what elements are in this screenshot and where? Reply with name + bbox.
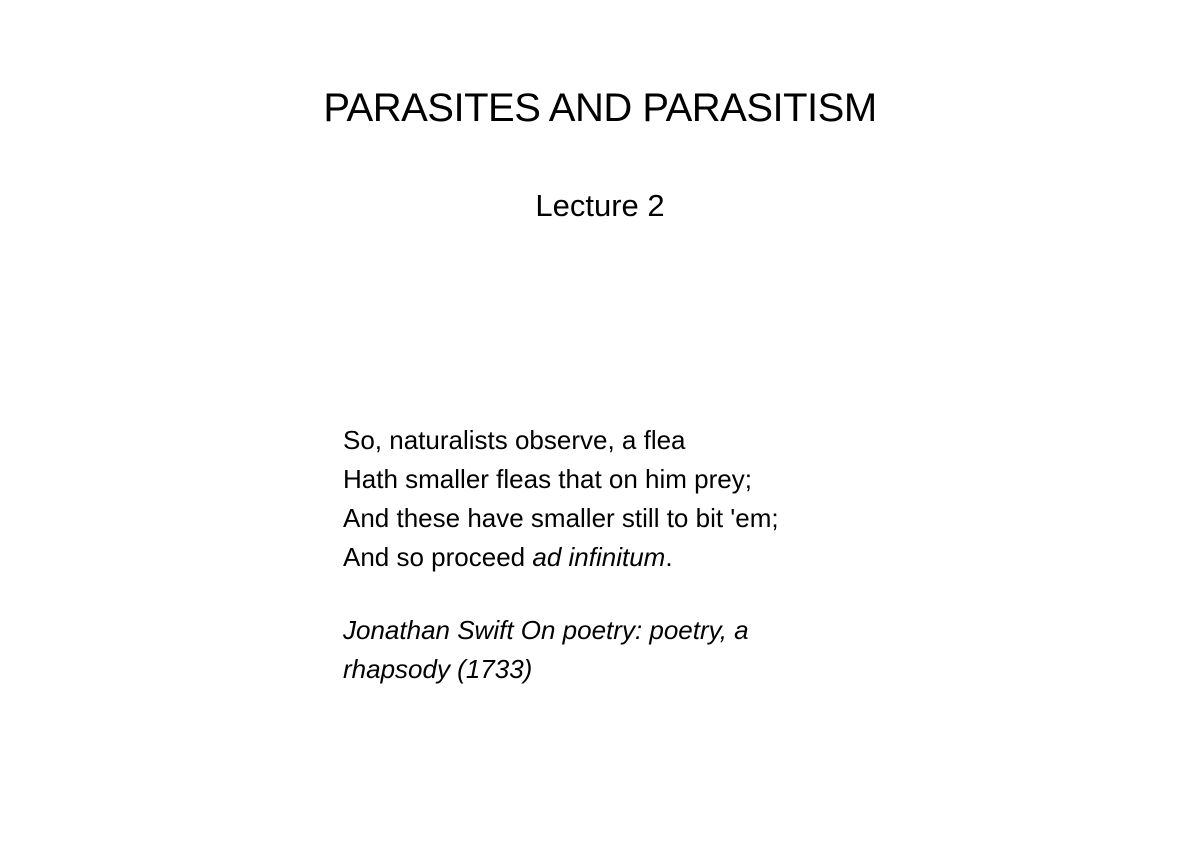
attribution-line-1: Jonathan Swift On poetry: poetry, a [343,615,749,645]
poem-attribution [343,611,863,689]
poem-line-2: Hath smaller fleas that on him prey; [343,464,752,494]
slide-subtitle: Lecture 2 [535,188,665,223]
poem-line-4 [343,538,943,577]
poem-line-4-prefix: And so proceed [343,542,533,572]
slide-title: PARASITES AND PARASITISM [323,86,877,130]
poem-line-3: And these have smaller still to bit 'em; [343,503,779,533]
poem-line-4-italic: ad infinitum [532,542,666,572]
poem-quote [343,421,943,577]
poem-line-1: So, naturalists observe, a flea [343,425,686,455]
poem-line-4-suffix: . [665,542,673,572]
attribution-line-2: rhapsody (1733) [343,654,533,684]
